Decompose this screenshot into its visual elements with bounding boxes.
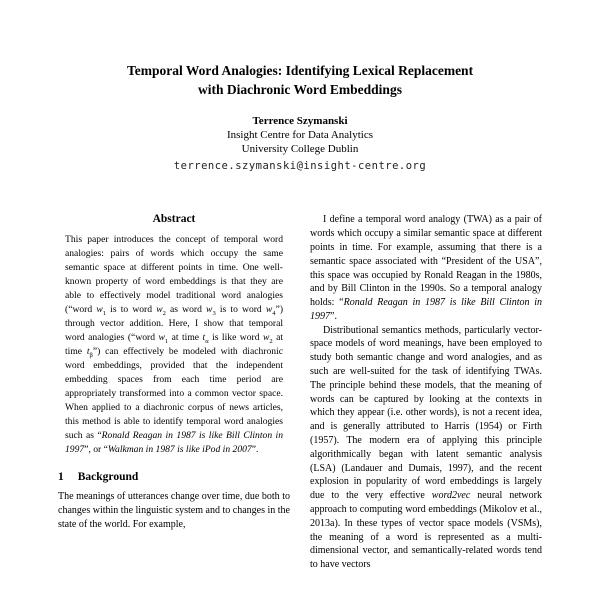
author-name: Terrence Szymanski [252,114,348,127]
section-number: 1 [58,471,64,484]
right-paragraph-2: Distributional semantics methods, particularly vector-space models of word meanings, have been employed to study both semantic change and word analogies, and as such are well-suited for the task of identifying TWAs. The principle behind these models, that the meaning of words can be captured by looking at the contexts in which they appear (i.e. other words), is not a recent idea, and is generally attributed to Harris (1954) or Firth (1957). The modern era of applying this principle algorithmically began with latent semantic analysis (LSA) (Landauer and Dumais, 1997), and the recent explosion in popularity of word embeddings is largely due to the very effective word2vec neural network approach to computing word embeddings (Mikolov et al., 2013a). In these types of vector space models (VSMs), the meaning of a word is represented as a multi-dimensional vector, and semantically-related words tend to have vectors [310,324,542,571]
right-paragraph-1: I define a temporal word analogy (TWA) as a pair of words which occupy a similar semantic space at different points in time. For example, assuming that there is a semantic space associated with “President of the USA”, this space was occupied by Ronald Reagan in the 1980s, and by Bill Clinton in the 1990s. So a temporal analogy holds: “Ronald Reagan in 1987 is like Bill Clinton in 1997”. [310,214,543,322]
right-column [310,213,542,572]
section-heading-background [58,471,290,483]
affiliation-line-1: Insight Centre for Data Analytics [226,129,374,142]
paper-title-line-2: with Diachronic Word Embeddings [198,81,402,97]
affiliation-line-2: University College Dublin [241,143,359,156]
abstract-heading: Abstract [152,213,196,226]
abstract-text: This paper introduces the concept of temporal word analogies: pairs of words which occupy the same semantic space at different points in time. One well-known property of word embeddings is that they are able to effectively model traditional word analogies (“word $w_1$ is to word $w_2$ as word $w_3$ is to word $w_4$”) through vector addition. Here, I show that temporal word analogies (“word $w_1$ at time $t_\alpha$ is like word $w_2$ at time $t_\beta$”) can effectively be modeled with diachronic word embeddings, provided that the independent embedding spaces from each time period are appropriately transformed into a common vector space. When applied to a diachronic corpus of news articles, this method is able to identify temporal word analogies such as “Ronald Reagan in 1987 is like Bill Clinton in 1997”, or “Walkman in 1987 is like iPod in 2007”. [65,234,284,456]
section-title: Background [77,471,139,484]
left-column [58,213,290,572]
two-column-body [58,213,542,572]
author-block [58,114,542,174]
paper-title-line-1: Temporal Word Analogies: Identifying Lexical Replacement [126,63,474,78]
section-1-paragraph: The meanings of utterances change over time, due both to changes within the linguistic system and to changes in the state of the world. For example, [58,491,290,531]
email-address: terrence.szymanski@insight-centre.org [173,159,427,172]
paper-title [58,62,542,100]
